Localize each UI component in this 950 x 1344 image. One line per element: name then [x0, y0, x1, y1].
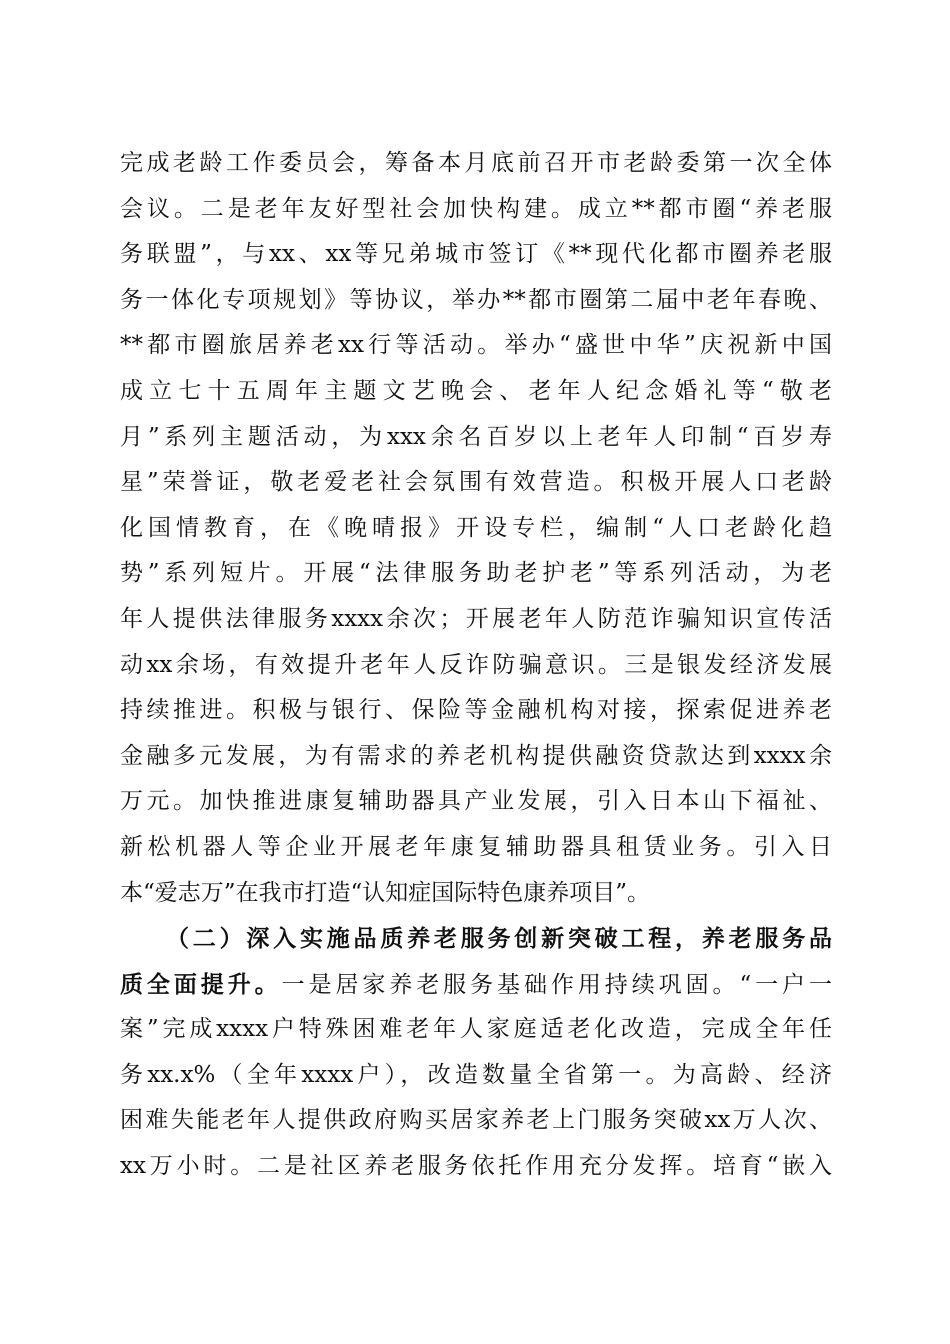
paragraph-line: 本“爱志万”在我市打造“认知症国际特色康养项目”。 [120, 879, 651, 906]
paragraph-line: 困难失能老年人提供政府购买居家养老上门服务突破xx万人次、 [120, 1107, 832, 1134]
section-heading-end: 质全面提升。 [120, 970, 282, 998]
paragraph-line: 化国情教育，在《晚晴报》开设专栏，编制“人口老龄化趋 [120, 514, 832, 541]
section-heading-continuation [120, 962, 832, 1008]
section-heading: （二）深入实施品质养老服务创新突破工程，养老服务品 [166, 925, 832, 953]
paragraph-line: 完成老龄工作委员会，筹备本月底前召开市老龄委第一次全体 [120, 150, 832, 176]
paragraph-line: 案”完成xxxx户特殊困难老年人家庭适老化改造，完成全年任 [120, 1016, 832, 1043]
paragraph-line: 新松机器人等企业开展老年康复辅助器具租赁业务。引入日 [120, 833, 832, 860]
paragraph-line: 势”系列短片。开展“法律服务助老护老”等系列活动，为老 [120, 560, 832, 587]
paragraph-line: 成立七十五周年主题文艺晚会、老年人纪念婚礼等“敬老 [120, 377, 832, 404]
paragraph-text: 一是居家养老服务基础作用持续巩固。“一户一 [281, 971, 832, 998]
paragraph-line: 月”系列主题活动，为xxx余名百岁以上老年人印制“百岁寿 [120, 423, 832, 450]
paragraph-line: 会议。二是老年友好型社会加快构建。成立**都市圈“养老服 [120, 195, 832, 222]
paragraph-line: 务xx.x%（全年xxxx户），改造数量全省第一。为高龄、经济 [120, 1061, 832, 1088]
paragraph-line: xx万小时。二是社区养老服务依托作用充分发挥。培育“嵌入 [120, 1153, 832, 1180]
paragraph-line: 务一体化专项规划》等协议，举办**都市圈第二届中老年春晚、 [120, 286, 832, 313]
paragraph-line: **都市圈旅居养老xx行等活动。举办“盛世中华”庆祝新中国 [120, 332, 832, 359]
paragraph-line: 万元。加快推进康复辅助器具产业发展，引入日本山下福祉、 [120, 788, 832, 815]
paragraph-line: 年人提供法律服务xxxx余次；开展老年人防范诈骗知识宣传活 [120, 605, 832, 632]
document-body [120, 141, 832, 1190]
paragraph-line: 动xx余场，有效提升老年人反诈防骗意识。三是银发经济发展 [120, 651, 832, 678]
paragraph-line: 务联盟”，与xx、xx等兄弟城市签订《**现代化都市圈养老服 [120, 241, 832, 268]
paragraph-line: 星”荣誉证，敬老爱老社会氛围有效营造。积极开展人口老龄 [120, 469, 832, 496]
paragraph-line: 持续推进。积极与银行、保险等金融机构对接，探索促进养老 [120, 697, 832, 724]
paragraph-line: 金融多元发展，为有需求的养老机构提供融资贷款达到xxxx余 [120, 742, 832, 769]
